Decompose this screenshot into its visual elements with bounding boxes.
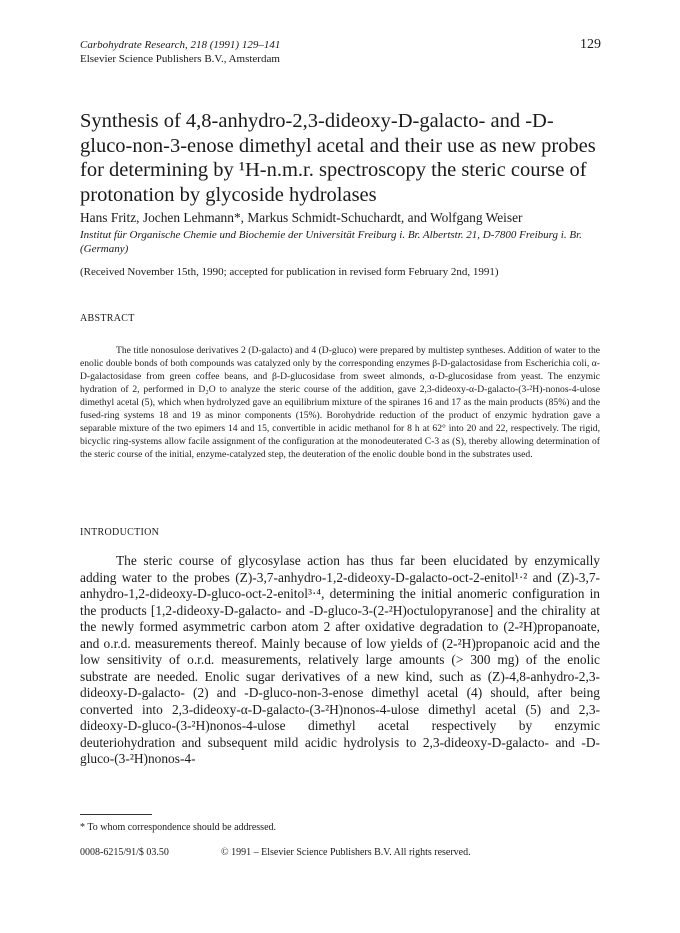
correspondence-footnote: * To whom correspondence should be addressed.: [80, 822, 277, 833]
introduction-text: The steric course of glycosylase action has thus far been elucidated by enzymically adding water to the probes (Z)-3,7-anhydro-1,2-dideoxy-D-galacto-oct-2-enitol¹·² and (Z)-3,7-anhydro-1,2-dideoxy-D-gluco-oct-2-enitol³·⁴, determining the initial anomeric configuration in the products [1,2-dideoxy-D-galacto- and -D-gluco-3-(2-²H)octulopyranose] and the chirality at the newly formed asymmetric carbon atom 2 after oxidative degradation to (2-²H)propanoate, and o.r.d. measurements thereof. Mainly because of low yields of (2-²H)propanoic acid and the low sensitivity of o.r.d. measurements, relatively large amounts (> 300 mg) of the enolic substrate are needed. Enolic sugar derivatives of a new kind, such as (Z)-4,8-anhydro-2,3-dideoxy-D-galacto- (2) and -D-gluco-non-3-enose dimethyl acetal (4) should, after being converted into 2,3-dideoxy-α-D-galacto-(3-²H)nonos-4-ulose dimethyl acetal (5) and 2,3-dideoxy-D-gluco-(3-²H)nonos-4-ulose dimethyl acetal respectively by enzymic deuteriohydration and subsequent mild acidic hydrolysis to 2,3-dideoxy-D-galacto- and -D-gluco-(3-²H)nonos-4-: [80, 553, 600, 766]
introduction-heading: INTRODUCTION: [80, 527, 160, 538]
copyright-line: [80, 847, 540, 858]
article-title: Synthesis of 4,8-anhydro-2,3-dideoxy-D-galacto- and -D-gluco-non-3-enose dimethyl acetal and their use as new probes for determining by ¹H-n.m.r. spectroscopy the steric course of protonation by glycoside hydrolases: [80, 110, 596, 206]
author-list: Hans Fritz, Jochen Lehmann*, Markus Schmidt-Schuchardt, and Wolfgang Weiser: [80, 210, 523, 225]
publisher-line: Elsevier Science Publishers B.V., Amsterdam: [80, 53, 280, 65]
page-number: 129: [580, 37, 601, 52]
journal-citation: Carbohydrate Research, 218 (1991) 129–141: [80, 39, 281, 51]
journal-header: [80, 38, 280, 66]
abstract-text: The title nonosulose derivatives 2 (D-galacto) and 4 (D-gluco) were prepared by multistep syntheses. Addition of water to the enolic double bonds of both compounds was catalyzed only by the corresponding enzymes β-D-galactosidase from Escherichia coli, α-D-galactosidase from green coffee beans, and β-D-glucosidase from sweet almonds, α-D-glucosidase from yeast. The enzymic hydration of 2, performed in D₂O to analyze the steric course of the addition, gave 2,3-dideoxy-α-D-galacto-(3-²H)-nonos-4-ulose dimethyl acetal (5), which when hydrolyzed gave an equilibrium mixture of the spiranes 16 and 17 as the main products (85%) and the fused-ring systems 18 and 19 as minor components (15%). Borohydride reduction of the product of enzymic hydration gave a separable mixture of the two epimers 14 and 15, convertible in acidic methanol for 8 h at 62° into 20 and 22, respectively. The rigid, bicyclic ring-systems allow facile assignment of the configuration at the monodeuterated C-3 as (S), thereby allowing determination of the steric course of the initial, enzyme-catalyzed step, the deuteration of the enolic double bond in the substrates used.: [80, 345, 600, 460]
footnote-rule: [80, 814, 152, 815]
abstract-heading: ABSTRACT: [80, 313, 135, 324]
copyright-notice: © 1991 – Elsevier Science Publishers B.V. All rights reserved.: [221, 847, 471, 858]
article-code: 0008-6215/91/$ 03.50: [80, 847, 169, 858]
affiliation: Institut für Organische Chemie und Biochemie der Universität Freiburg i. Br. Albertstr. 21, D-7800 Freiburg i. Br. (Germany): [80, 229, 582, 255]
received-dates: (Received November 15th, 1990; accepted for publication in revised form February 2nd, 1991): [80, 266, 499, 278]
